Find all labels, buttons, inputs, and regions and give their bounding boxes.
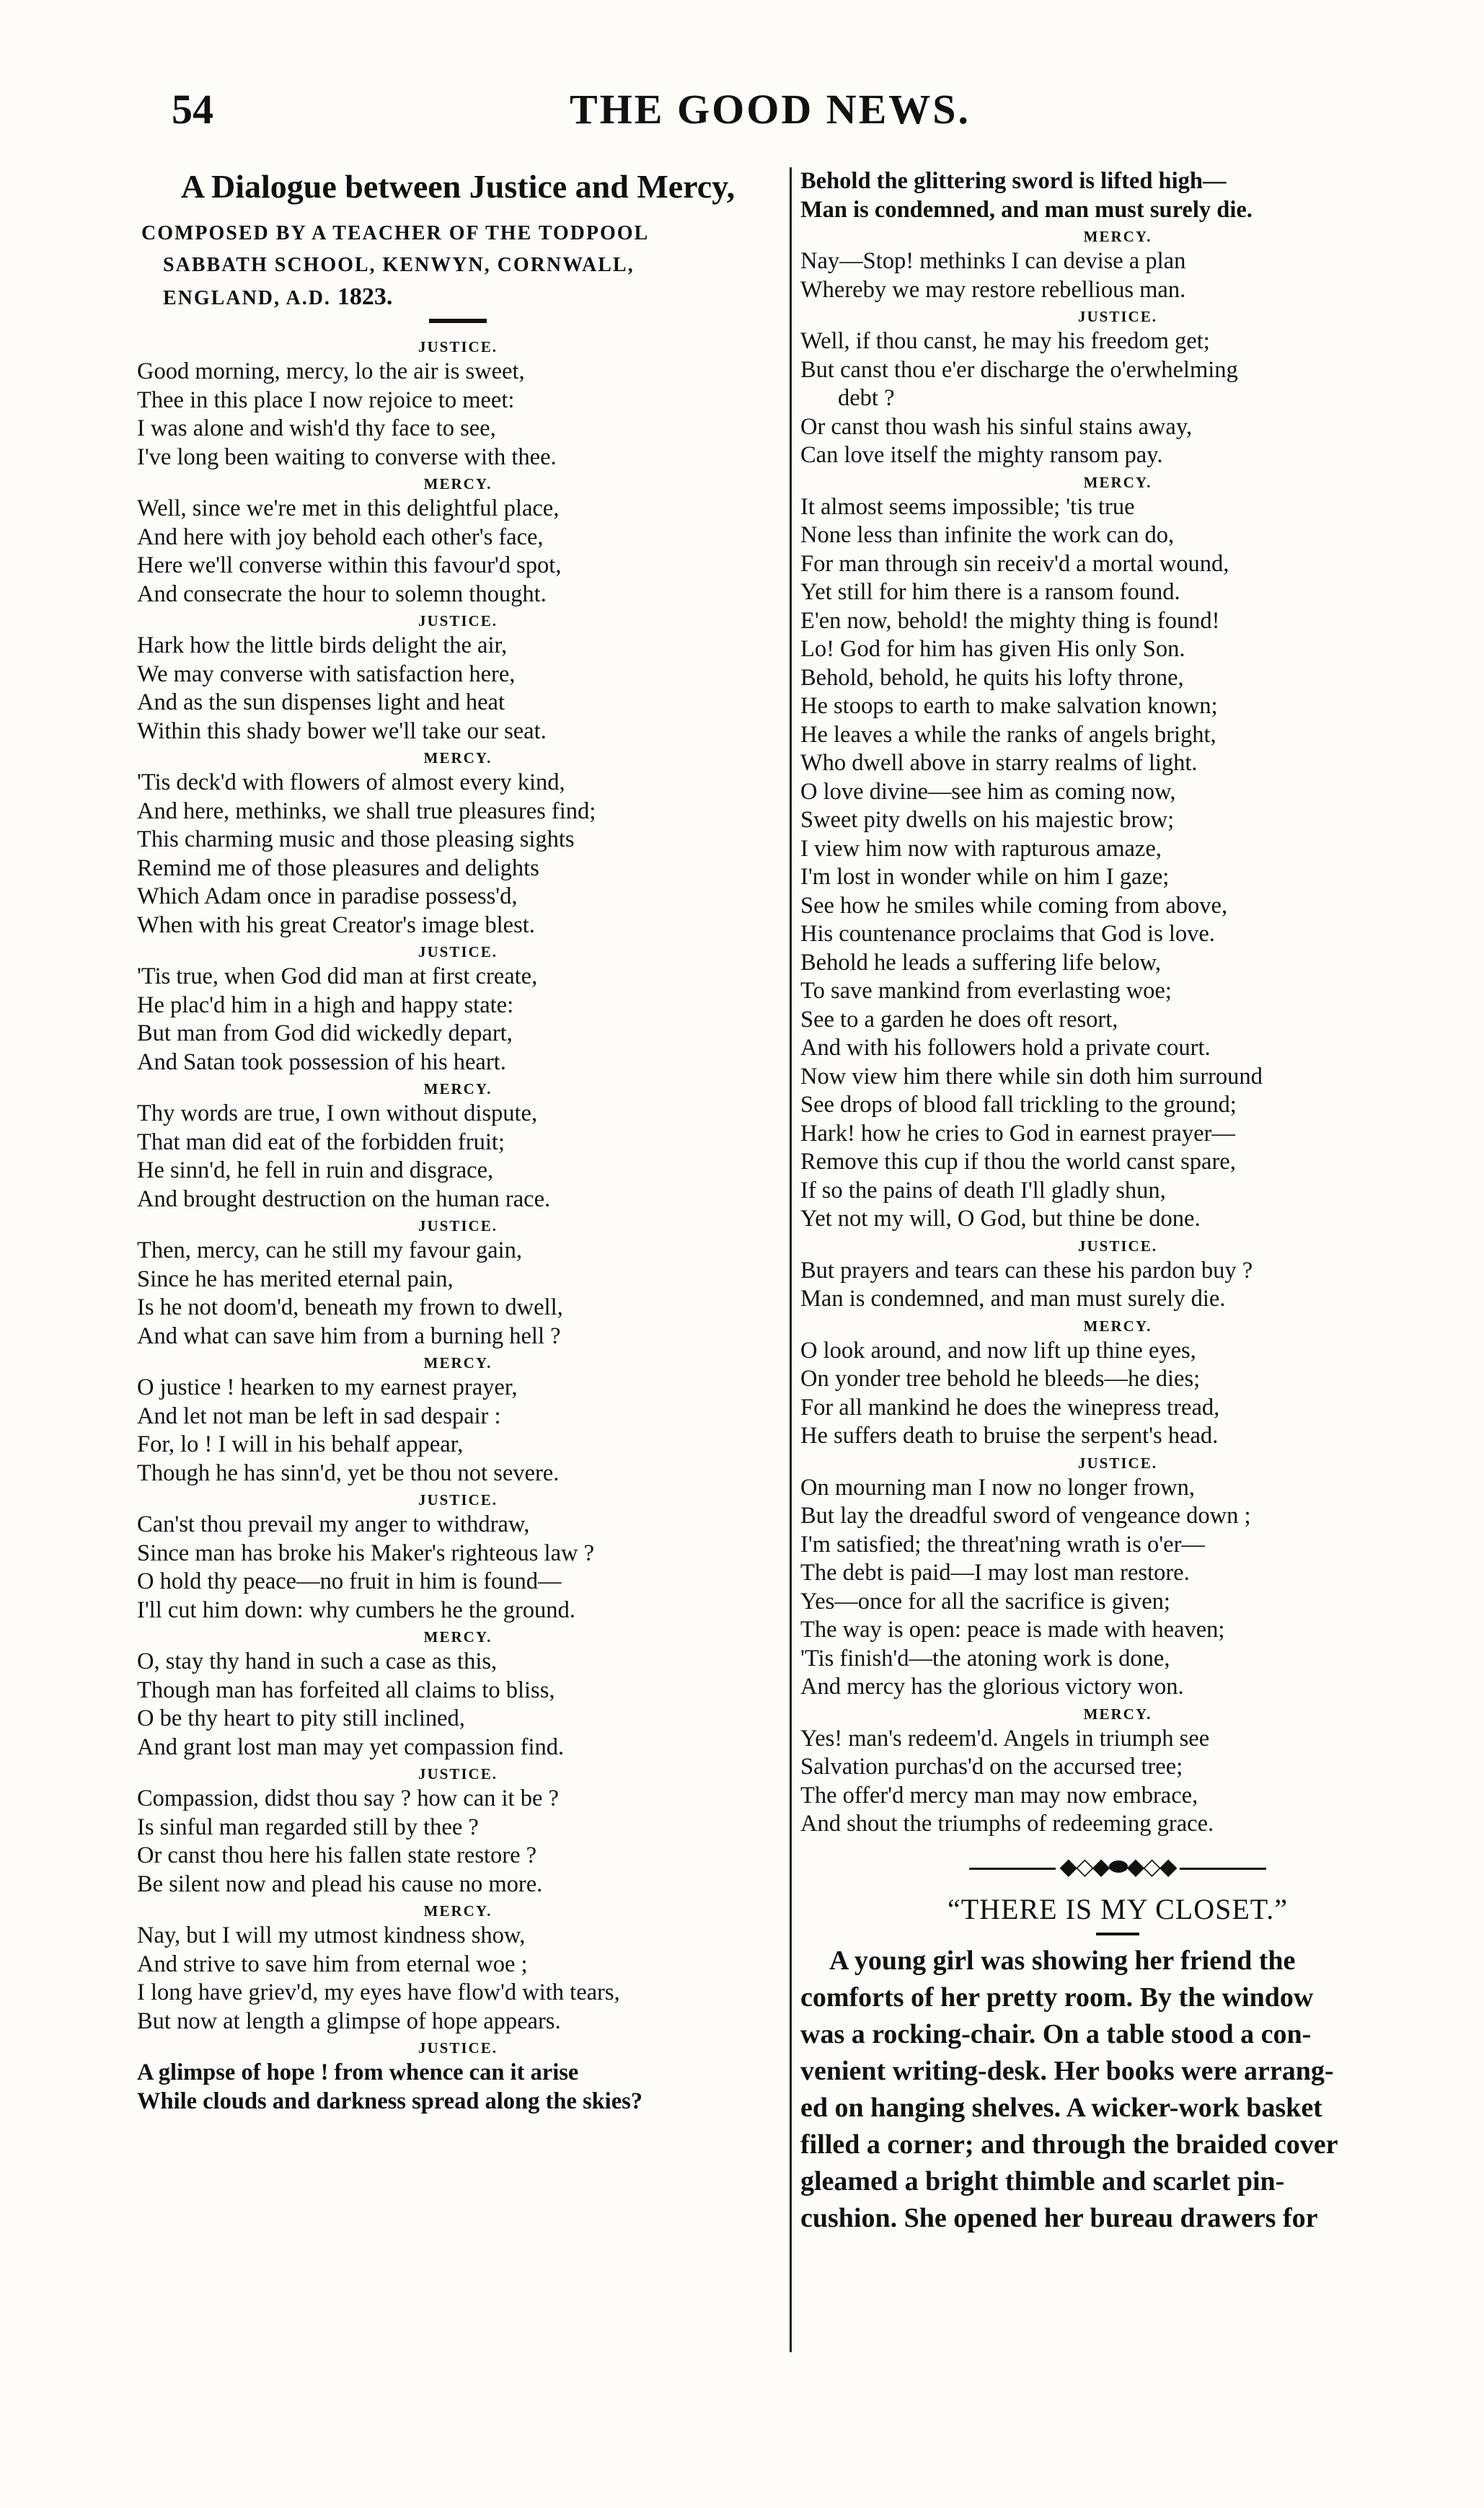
verse-line: I'll cut him down: why cumbers he the ground. [137, 1597, 575, 1623]
speaker-label: JUSTICE. [1078, 1237, 1157, 1255]
article-line: was a rocking-chair. On a table stood a con- [800, 2018, 1312, 2049]
verse-line: But man from God did wickedly depart, [137, 1020, 513, 1046]
verse-line: Though he has sinn'd, yet be thou not severe. [137, 1460, 560, 1486]
speaker-label: MERCY. [1083, 1317, 1152, 1335]
verse-line: He plac'd him in a high and happy state: [137, 992, 514, 1018]
verse-line: But lay the dreadful sword of vengeance down ; [800, 1503, 1251, 1529]
verse-line: Though man has forfeited all claims to bliss, [137, 1677, 555, 1703]
verse-stanza [800, 1474, 1435, 1702]
verse-line: And as the sun dispenses light and heat [137, 689, 505, 715]
verse-line: Man is condemned, and man must surely die. [800, 196, 1253, 223]
verse-line: Here we'll converse within this favour'd spot, [137, 552, 562, 578]
speaker-label: JUSTICE. [418, 2039, 498, 2057]
verse-line: Hark how the little birds delight the air, [137, 632, 508, 658]
verse-line: I've long been waiting to converse with thee. [137, 443, 557, 470]
closet-title: “THERE IS MY CLOSET.” [947, 1892, 1289, 1925]
verse-line: And consecrate the hour to solemn thought. [137, 580, 547, 607]
verse-stanza [137, 2059, 779, 2116]
verse-stanza [800, 247, 1435, 304]
column-divider [790, 167, 792, 2352]
verse-line: Compassion, didst thou say ? how can it be ? [137, 1785, 559, 1811]
verse-line: Thy words are true, I own without dispute, [137, 1100, 538, 1126]
verse-line: Since he has merited eternal pain, [137, 1266, 454, 1292]
verse-line: And what can save him from a burning hell ? [137, 1323, 561, 1349]
verse-stanza [137, 1922, 779, 2036]
verse-line: Yet still for him there is a ransom found. [800, 579, 1180, 605]
verse-line: I'm lost in wonder while on him I gaze; [800, 864, 1170, 890]
left-column [137, 167, 779, 2116]
verse-line: This charming music and those pleasing sights [137, 826, 575, 852]
speaker-label: JUSTICE. [418, 943, 498, 961]
verse-stanza [800, 327, 1435, 470]
verse-stanza [137, 1237, 779, 1351]
verse-line: When with his great Creator's image blest. [137, 911, 535, 938]
speaker-label: MERCY. [423, 475, 493, 493]
verse-line: And with his followers hold a private court. [800, 1035, 1211, 1061]
verse-stanza [800, 1337, 1435, 1451]
speaker-label: JUSTICE. [1078, 308, 1157, 325]
verse-line: On yonder tree behold he bleeds—he dies; [800, 1366, 1201, 1392]
speaker-label: MERCY. [1083, 1705, 1152, 1723]
article-line: gleamed a bright thimble and scarlet pin- [800, 2165, 1285, 2196]
byline-place: ENGLAND, A.D. [163, 287, 331, 309]
dialogue-title: A Dialogue between Justice and Mercy, [180, 168, 736, 205]
verse-line: While clouds and darkness spread along the skies? [137, 2088, 643, 2114]
verse-line: E'en now, behold! the mighty thing is found! [800, 607, 1220, 634]
verse-stanza [137, 1374, 779, 1488]
verse-line: And strive to save him from eternal woe ; [137, 1951, 528, 1977]
verse-line: But canst thou e'er discharge the o'erwhelming [800, 356, 1238, 383]
verse-line: See drops of blood fall trickling to the ground; [800, 1092, 1237, 1118]
verse-stanza [137, 769, 779, 940]
verse-line: And mercy has the glorious victory won. [800, 1674, 1184, 1700]
verse-line: He stoops to earth to make salvation known; [800, 693, 1218, 719]
verse-line: Thee in this place I now rejoice to meet: [137, 387, 515, 413]
verse-line: Good morning, mercy, lo the air is sweet, [137, 358, 525, 384]
verse-line: O justice ! hearken to my earnest prayer, [137, 1374, 518, 1400]
verse-line: Nay, but I will my utmost kindness show, [137, 1922, 526, 1948]
verse-line: 'Tis true, when God did man at first create, [137, 963, 538, 989]
dialogue-byline [137, 218, 779, 314]
verse-line: He sinn'd, he fell in ruin and disgrace, [137, 1157, 494, 1183]
verse-line: Is sinful man regarded still by thee ? [137, 1814, 479, 1840]
verse-stanza [137, 963, 779, 1077]
article-line: ed on hanging shelves. A wicker-work basket [800, 2092, 1322, 2123]
page-header [0, 85, 1484, 143]
verse-line: For all mankind he does the winepress tread, [800, 1394, 1220, 1421]
verse-stanza [800, 493, 1435, 1234]
verse-stanza [137, 1100, 779, 1214]
verse-line: Yes—once for all the sacrifice is given; [800, 1588, 1170, 1615]
verse-line: We may converse with satisfaction here, [137, 661, 516, 687]
verse-line: Hark! how he cries to God in earnest prayer— [800, 1120, 1235, 1147]
speaker-label: MERCY. [423, 1354, 493, 1372]
running-title: THE GOOD NEWS. [570, 86, 971, 133]
closet-article-body [800, 1943, 1435, 2237]
speaker-label: JUSTICE. [418, 338, 498, 356]
speaker-label: JUSTICE. [1078, 1454, 1157, 1472]
verse-stanza [137, 358, 779, 472]
speaker-label: MERCY. [1083, 473, 1152, 491]
verse-line: Salvation purchas'd on the accursed tree; [800, 1754, 1183, 1780]
verse-line: Remove this cup if thou the world canst spare, [800, 1149, 1236, 1175]
verse-line: Now view him there while sin doth him surround [800, 1063, 1263, 1090]
verse-line: That man did eat of the forbidden fruit; [137, 1129, 505, 1155]
verse-line: To save mankind from everlasting woe; [800, 978, 1172, 1004]
speaker-label: JUSTICE. [418, 1491, 498, 1509]
verse-line: See how he smiles while coming from above, [800, 892, 1228, 919]
verse-line: Or canst thou here his fallen state restore ? [137, 1842, 537, 1868]
verse-line: See to a garden he does oft resort, [800, 1006, 1118, 1033]
title-rule [429, 319, 487, 323]
verse-line: His countenance proclaims that God is love. [800, 921, 1215, 947]
verse-line: Who dwell above in starry realms of light. [800, 750, 1198, 776]
verse-line: A glimpse of hope ! from whence can it arise [137, 2059, 579, 2085]
verse-line: O look around, and now lift up thine eyes, [800, 1337, 1196, 1364]
verse-line: Which Adam once in paradise possess'd, [137, 883, 518, 909]
article-line: comforts of her pretty room. By the window [800, 1982, 1314, 2013]
verse-line: Can love itself the mighty ransom pay. [800, 442, 1163, 468]
verse-line: The way is open: peace is made with heaven; [800, 1617, 1225, 1643]
verse-line: But now at length a glimpse of hope appears. [137, 2008, 561, 2034]
verse-line: Then, mercy, can he still my favour gain, [137, 1237, 522, 1263]
verse-line: 'Tis deck'd with flowers of almost every kind, [137, 769, 565, 795]
opening-verse [800, 167, 1435, 224]
verse-stanza [137, 495, 779, 609]
verse-line: O hold thy peace—no fruit in him is found— [137, 1568, 562, 1594]
verse-line: Is he not doom'd, beneath my frown to dwell, [137, 1294, 563, 1320]
verse-line: Behold, behold, he quits his lofty throne, [800, 664, 1184, 691]
article-line: venient writing-desk. Her books were arrang- [800, 2055, 1334, 2086]
verse-line: And here with joy behold each other's face, [137, 524, 544, 550]
byline-line: COMPOSED BY A TEACHER OF THE TODPOOL [141, 222, 650, 244]
verse-stanza [800, 1725, 1435, 1839]
verse-line: Remind me of those pleasures and delights [137, 855, 539, 881]
verse-line: O, stay thy hand in such a case as this, [137, 1648, 498, 1674]
verse-line: And brought destruction on the human race. [137, 1185, 551, 1212]
verse-stanza [137, 632, 779, 746]
verse-line: I long have griev'd, my eyes have flow'd with tears, [137, 1979, 620, 2005]
verse-line: Yes! man's redeem'd. Angels in triumph see [800, 1725, 1210, 1752]
verse-line: And let not man be left in sad despair : [137, 1403, 501, 1429]
verse-line: Behold he leads a suffering life below, [800, 949, 1161, 976]
byline-year: 1823. [337, 283, 393, 310]
byline-line [141, 281, 779, 314]
verse-line: For, lo ! I will in his behalf appear, [137, 1431, 464, 1457]
verse-stanza [137, 1785, 779, 1899]
verse-line: Can'st thou prevail my anger to withdraw, [137, 1511, 530, 1537]
closet-title-rule [1096, 1933, 1139, 1935]
verse-line: debt ? [838, 385, 895, 411]
verse-line: Yet not my will, O God, but thine be done. [800, 1206, 1201, 1232]
verse-line: He suffers death to bruise the serpent's head. [800, 1423, 1219, 1449]
right-column [800, 167, 1435, 2237]
speaker-label: MERCY. [423, 749, 493, 767]
verse-line: I was alone and wish'd thy face to see, [137, 415, 496, 441]
verse-line: For man through sin receiv'd a mortal wound, [800, 550, 1229, 577]
left-dialogue [137, 336, 779, 2116]
speaker-label: JUSTICE. [418, 612, 498, 630]
verse-line: And shout the triumphs of redeeming grace. [800, 1811, 1214, 1837]
speaker-label: MERCY. [423, 1902, 493, 1920]
verse-line: The offer'd mercy man may now embrace, [800, 1782, 1198, 1809]
verse-line: Sweet pity dwells on his majestic brow; [800, 807, 1175, 833]
verse-line: Or canst thou wash his sinful stains away, [800, 413, 1193, 440]
speaker-label: MERCY. [423, 1080, 493, 1098]
verse-line: Behold the glittering sword is lifted high— [800, 168, 1227, 194]
verse-stanza [800, 1257, 1435, 1314]
byline-line: SABBATH SCHOOL, KENWYN, CORNWALL, [163, 254, 635, 276]
page-number: 54 [172, 86, 213, 133]
verse-line: I view him now with rapturous amaze, [800, 835, 1162, 862]
verse-line: Lo! God for him has given His only Son. [800, 636, 1185, 662]
verse-line: 'Tis finish'd—the atoning work is done, [800, 1645, 1170, 1672]
article-line: filled a corner; and through the braided cover [800, 2129, 1338, 2160]
right-dialogue [800, 226, 1435, 1839]
verse-line: On mourning man I now no longer frown, [800, 1474, 1195, 1501]
section-ornament: ◆◇◆⬬◆◇◆ [800, 1852, 1435, 1881]
verse-line: Whereby we may restore rebellious man. [800, 276, 1186, 303]
verse-line: O love divine—see him as coming now, [800, 778, 1176, 805]
verse-line: Since man has broke his Maker's righteous law ? [137, 1540, 595, 1566]
verse-line: Well, if thou canst, he may his freedom get; [800, 328, 1210, 354]
verse-line: O be thy heart to pity still inclined, [137, 1705, 465, 1731]
speaker-label: JUSTICE. [418, 1765, 498, 1783]
verse-stanza [137, 1511, 779, 1625]
speaker-label: MERCY. [1083, 228, 1152, 245]
verse-line: Be silent now and plead his cause no more. [137, 1871, 543, 1897]
article-line: cushion. She opened her bureau drawers for [800, 2202, 1318, 2233]
verse-line: If so the pains of death I'll gladly shun, [800, 1177, 1166, 1204]
verse-line: Man is condemned, and man must surely die. [800, 1286, 1226, 1312]
article-line: A young girl was showing her friend the [829, 1945, 1296, 1976]
verse-line: None less than infinite the work can do, [800, 522, 1175, 548]
verse-line: And grant lost man may yet compassion find. [137, 1734, 565, 1760]
verse-line: It almost seems impossible; 'tis true [800, 493, 1135, 520]
verse-line: But prayers and tears can these his pardon buy ? [800, 1257, 1253, 1284]
verse-line: Within this shady bower we'll take our seat. [137, 717, 547, 744]
verse-line: And here, methinks, we shall true pleasures find; [137, 798, 596, 824]
verse-line: I'm satisfied; the threat'ning wrath is o'er— [800, 1531, 1205, 1558]
verse-stanza [137, 1648, 779, 1762]
verse-line: Well, since we're met in this delightful place, [137, 495, 560, 521]
verse-line: And Satan took possession of his heart. [137, 1048, 506, 1075]
verse-line: He leaves a while the ranks of angels bright, [800, 721, 1216, 748]
verse-line: Nay—Stop! methinks I can devise a plan [800, 248, 1186, 274]
speaker-label: JUSTICE. [418, 1217, 498, 1235]
verse-line: The debt is paid—I may lost man restore. [800, 1560, 1190, 1586]
speaker-label: MERCY. [423, 1628, 493, 1646]
